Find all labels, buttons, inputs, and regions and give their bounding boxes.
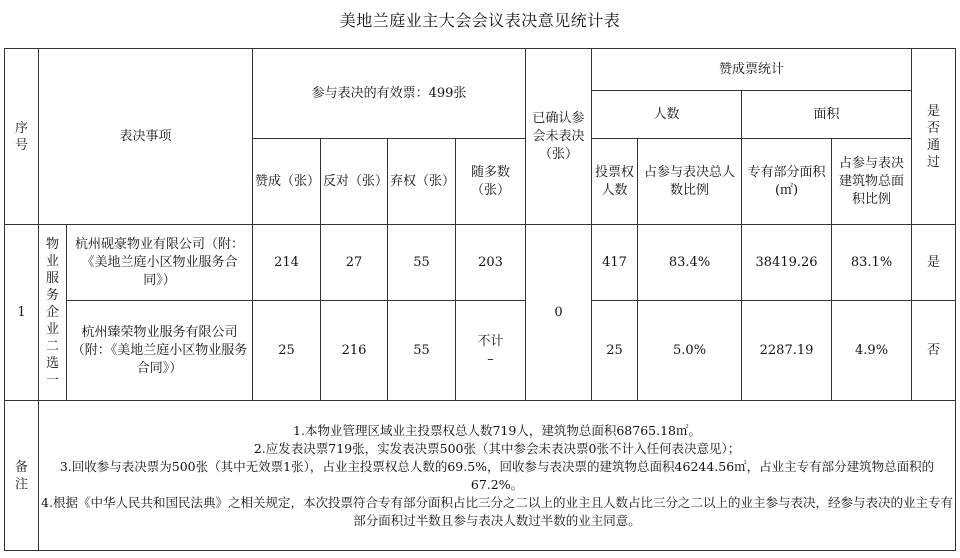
- option-voter-ratio: 83.4%: [638, 225, 742, 301]
- option-exclusive-area: 38419.26: [742, 225, 832, 301]
- option-passed: 否: [912, 301, 956, 401]
- option-voter-count: 25: [592, 301, 638, 401]
- row-seq: 1: [5, 225, 39, 401]
- header-passed: 是否通过: [912, 49, 956, 225]
- table-row: [5, 225, 956, 301]
- notes-row: [5, 401, 956, 551]
- note-line: 2.应发表决票719张，实发表决票500张（其中参会未表决票0张不计入任何表决意见）；: [253, 440, 741, 456]
- notes-content: [39, 401, 956, 551]
- header-item: 表决事项: [39, 49, 253, 225]
- vote-statistics-table: [4, 48, 956, 551]
- option-oppose: 27: [321, 225, 388, 301]
- option-abstain: 55: [388, 225, 456, 301]
- header-approval-stats: 赞成票统计: [592, 49, 912, 91]
- table-row: [5, 301, 956, 401]
- option-company: 杭州砚豪物业有限公司（附：《美地兰庭小区物业服务合同》）: [67, 225, 253, 301]
- header-valid-votes: 参与表决的有效票：499张: [253, 49, 526, 139]
- header-confirmed-not-voted: 已确认参会未表决（张）: [526, 49, 592, 225]
- header-voter-ratio: 占参与表决总人数比例: [638, 139, 742, 225]
- header-seq: 序号: [5, 49, 39, 225]
- row-category: 物业服务企业二选一: [39, 225, 67, 401]
- option-abstain: 55: [388, 301, 456, 401]
- header-voter-count: 投票权人数: [592, 139, 638, 225]
- note-line: 1.本物业管理区域业主投票权总人数719人，建筑物总面积68765.18㎡。: [293, 422, 701, 438]
- follow-majority-dash: –: [487, 351, 494, 367]
- option-area-ratio: 4.9%: [832, 301, 912, 401]
- option-follow-majority: [456, 301, 526, 401]
- header-people: 人数: [592, 91, 742, 139]
- header-abstain: 弃权（张）: [388, 139, 456, 225]
- header-area-ratio: 占参与表决建筑物总面积比例: [832, 139, 912, 225]
- option-approve: 214: [253, 225, 321, 301]
- header-follow-majority: 随多数（张）: [456, 139, 526, 225]
- option-area-ratio: 83.1%: [832, 225, 912, 301]
- header-exclusive-area: 专有部分面积(㎡): [742, 139, 832, 225]
- note-line: 3.回收参与表决票为500张（其中无效票1张），占业主投票权总人数的69.5%，回收参与表决票的建筑物总面积46244.56㎡，占业主专有部分建筑物总面积的67.2%。: [59, 458, 935, 492]
- notes-label: 备注: [5, 401, 39, 551]
- option-voter-count: 417: [592, 225, 638, 301]
- note-line: 4.根据《中华人民共和国民法典》之相关规定，本次投票符合专有部分面积占比三分之二以上的业主且人数占比三分之二以上的业主参与表决，经参与表决的业主专有部分面积过半数且参与表决人数过半数的业主同意。: [41, 494, 953, 528]
- option-voter-ratio: 5.0%: [638, 301, 742, 401]
- option-passed: 是: [912, 225, 956, 301]
- header-area: 面积: [742, 91, 912, 139]
- option-approve: 25: [253, 301, 321, 401]
- header-approve: 赞成（张）: [253, 139, 321, 225]
- option-follow-majority: 203: [456, 225, 526, 301]
- page-title: 美地兰庭业主大会会议表决意见统计表: [339, 11, 621, 30]
- option-oppose: 216: [321, 301, 388, 401]
- option-exclusive-area: 2287.19: [742, 301, 832, 401]
- option-company: 杭州臻荣物业服务有限公司（附：《美地兰庭小区物业服务合同》）: [67, 301, 253, 401]
- follow-majority-text: 不计: [477, 333, 504, 349]
- row-confirmed-not-voted: 0: [526, 225, 592, 401]
- header-oppose: 反对（张）: [321, 139, 388, 225]
